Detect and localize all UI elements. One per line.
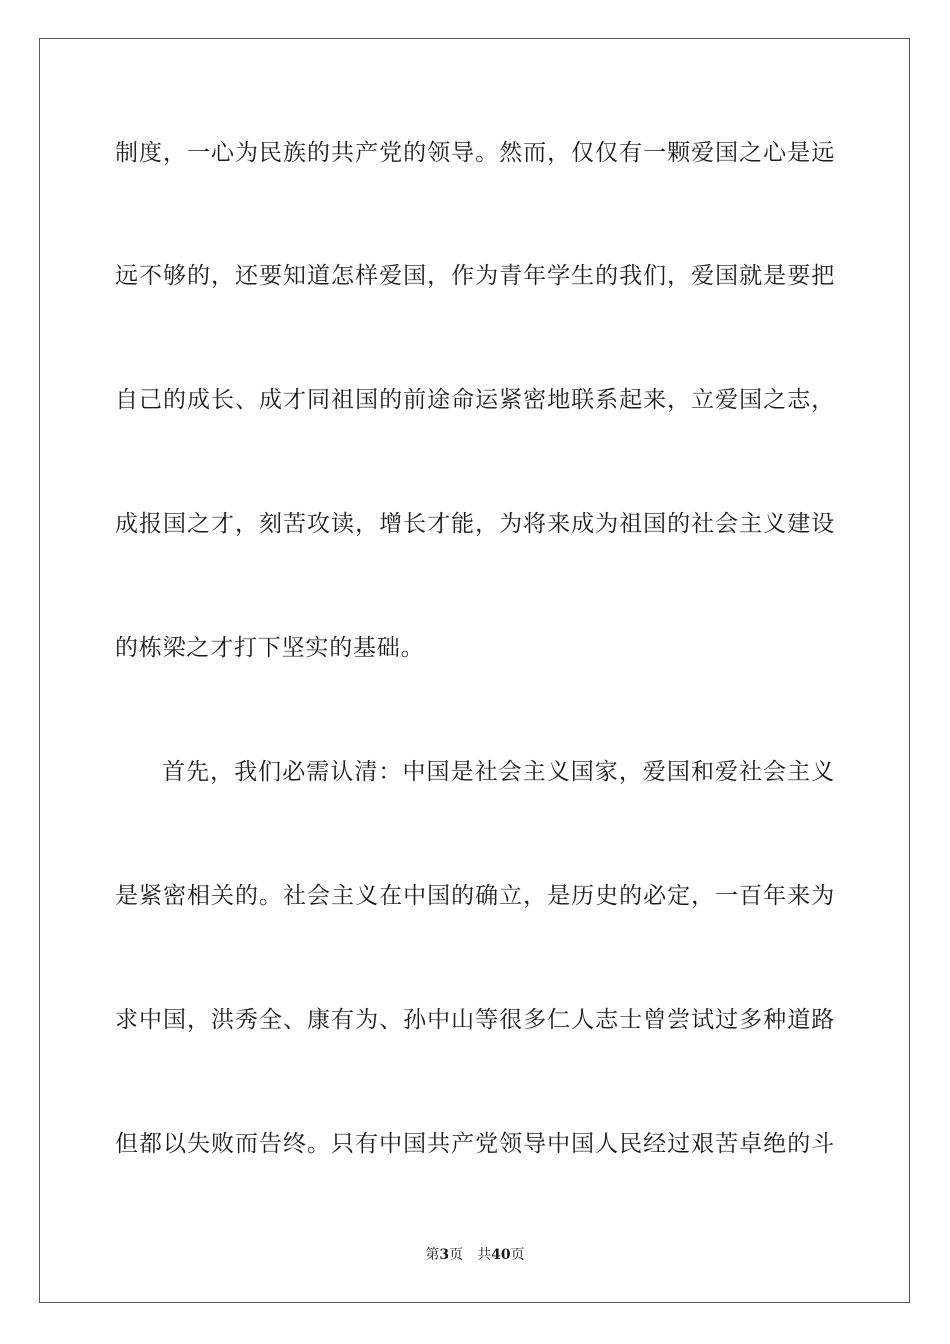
body-line-5: 的栋梁之才打下坚实的基础。 — [115, 635, 425, 661]
page-footer — [0, 1246, 950, 1264]
footer-page-suffix: 页 — [449, 1247, 464, 1263]
footer-total-pages: 40 — [491, 1247, 511, 1263]
body-line-3: 自己的成长、成才同祖国的前途命运紧密地联系起来，立爱国之志， — [115, 387, 835, 413]
body-line-6: 首先，我们必需认清：中国是社会主义国家，爱国和爱社会主义 — [162, 759, 835, 785]
page-border — [39, 38, 910, 1303]
footer-total-suffix: 页 — [510, 1247, 525, 1263]
body-line-4: 成报国之才，刻苦攻读，增长才能，为将来成为祖国的社会主义建设 — [115, 511, 835, 537]
body-line-1: 制度，一心为民族的共产党的领导。然而，仅仅有一颗爱国之心是远 — [115, 140, 835, 166]
body-line-2: 远不够的，还要知道怎样爱国，作为青年学生的我们，爱国就是要把 — [115, 263, 835, 289]
footer-page-number: 3 — [439, 1247, 450, 1263]
body-line-9: 但都以失败而告终。只有中国共产党领导中国人民经过艰苦卓绝的斗 — [115, 1131, 835, 1157]
body-line-8: 求中国，洪秀全、康有为、孙中山等很多仁人志士曾尝试过多种道路 — [115, 1007, 835, 1033]
footer-page-prefix: 第 — [425, 1247, 440, 1263]
footer-total-prefix: 共 — [477, 1247, 492, 1263]
body-line-7: 是紧密相关的。社会主义在中国的确立，是历史的必定，一百年来为 — [115, 883, 835, 909]
